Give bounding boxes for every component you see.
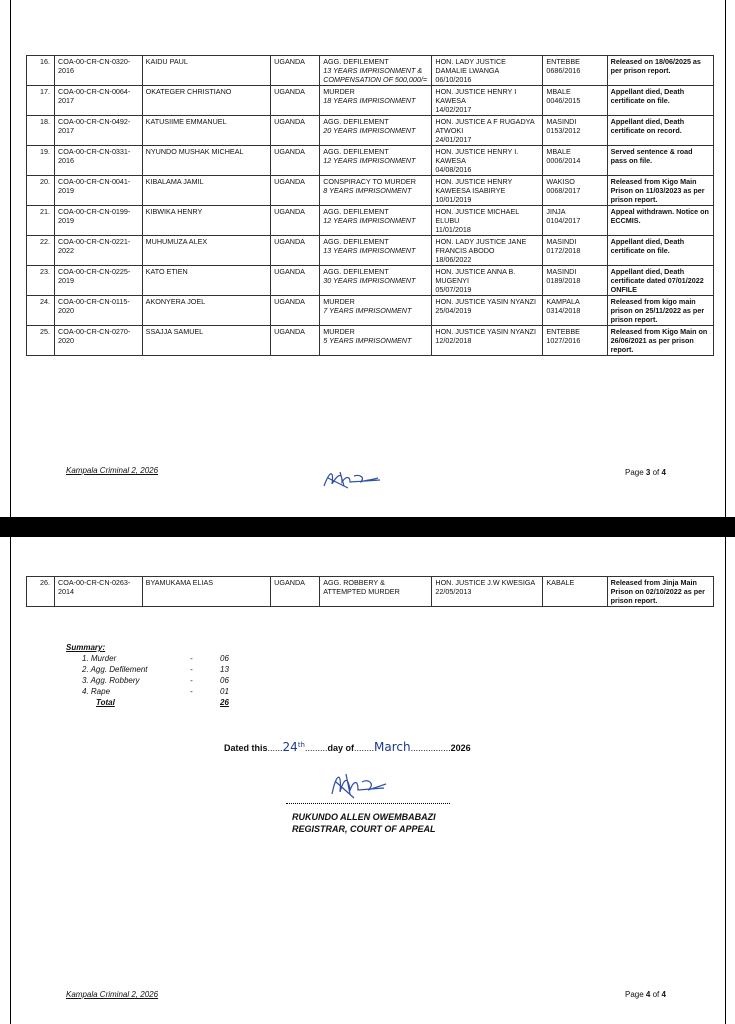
trial-judge-judge: HON. JUSTICE A F RUGADYA ATWOKI	[435, 117, 535, 135]
trial-judge-judge-date: 11/01/2018	[435, 225, 471, 234]
nationality-country: UGANDA	[274, 237, 305, 246]
case-number	[27, 326, 55, 356]
summary-total-row	[66, 697, 229, 708]
nationality	[271, 326, 320, 356]
signature-line	[286, 803, 450, 804]
summary-item-label: 3. Agg. Robbery	[82, 676, 140, 685]
trial-court	[543, 176, 607, 206]
registrar-block	[292, 811, 436, 835]
trial-judge-judge: HON. LADY JUSTICE JANE FRANCIS ABODO	[435, 237, 527, 255]
case-reference	[55, 296, 143, 326]
trial-court-court: KAMPALA	[546, 297, 580, 306]
case-reference-ref: COA-00-CR-CN-0492-2017	[58, 117, 131, 135]
table-row	[27, 56, 714, 86]
trial-court	[543, 116, 607, 146]
nationality-country: UGANDA	[274, 327, 305, 336]
trial-judge	[432, 326, 543, 356]
remarks	[607, 86, 713, 116]
nationality	[271, 296, 320, 326]
trial-court	[543, 266, 607, 296]
page-border-right	[725, 0, 726, 517]
offence-sentence-sentence: 5 YEARS IMPRISONMENT	[323, 336, 412, 345]
case-reference-ref: COA-00-CR-CN-0041-2019	[58, 177, 131, 195]
case-number-no: 16.	[40, 57, 51, 66]
table-row	[27, 86, 714, 116]
trial-court	[543, 86, 607, 116]
summary-item-dash: -	[190, 676, 193, 685]
summary-item-label: 1. Murder	[82, 654, 117, 663]
case-reference	[55, 236, 143, 266]
offence-sentence-sentence: 18 YEARS IMPRISONMENT	[323, 96, 416, 105]
nationality-country: UGANDA	[274, 177, 305, 186]
offence-sentence-sentence: 7 YEARS IMPRISONMENT	[323, 306, 412, 315]
offence-sentence	[320, 236, 432, 266]
table-row	[27, 236, 714, 266]
nationality-country: UGANDA	[274, 207, 305, 216]
offence-sentence-sentence: 8 YEARS IMPRISONMENT	[323, 186, 412, 195]
nationality	[271, 266, 320, 296]
nationality-country: UGANDA	[274, 87, 305, 96]
appellant-name	[142, 146, 271, 176]
appellant-name	[142, 116, 271, 146]
case-reference	[55, 86, 143, 116]
footer-citation: Kampala Criminal 2, 2026	[66, 990, 159, 999]
trial-judge-judge: HON. JUSTICE ANNA B. MUGENYI	[435, 267, 516, 285]
offence-sentence-offence: MURDER	[323, 297, 355, 306]
case-reference	[55, 266, 143, 296]
remarks	[607, 176, 713, 206]
trial-judge-judge-date: 06/10/2016	[435, 75, 472, 84]
trial-court	[543, 206, 607, 236]
page-separator	[0, 517, 735, 537]
remarks-remarks: Released from Kigo Main Prison on 11/03/2023 as per prison report.	[610, 177, 705, 204]
case-reference-ref: COA-00-CR-CN-0115-2020	[58, 297, 130, 315]
summary-item-value: 13	[220, 665, 229, 674]
case-number	[27, 176, 55, 206]
appellant-name	[142, 296, 271, 326]
remarks-remarks: Served sentence & road pass on file.	[610, 147, 693, 165]
trial-court-court: JINJA	[546, 207, 566, 216]
offence-sentence	[320, 116, 432, 146]
appellant-name-name: KATUSIIME EMMANUEL	[145, 117, 227, 126]
case-reference	[55, 56, 143, 86]
trial-court	[543, 296, 607, 326]
page-number: Page 3 of 4	[625, 468, 666, 477]
trial-court	[543, 146, 607, 176]
offence-sentence-offence: AGG. DEFILEMENT	[323, 57, 389, 66]
table-row	[27, 176, 714, 206]
case-number	[27, 146, 55, 176]
case-reference	[55, 116, 143, 146]
remarks	[607, 56, 713, 86]
trial-court-court: MASINDI	[546, 117, 577, 126]
remarks-remarks: Appellant died, Death certificate dated 07/01/2022 ONFILE	[610, 267, 704, 294]
appellant-name-name: AKONYERA JOEL	[145, 297, 206, 306]
trial-court-court-ref: 0006/2014	[546, 156, 581, 165]
case-number	[27, 577, 55, 607]
remarks-remarks: Appeal withdrawn. Notice on ECCMIS.	[610, 207, 709, 225]
registrar-signature-icon	[328, 768, 390, 802]
registrar-title: REGISTRAR, COURT OF APPEAL	[292, 824, 436, 834]
case-number-no: 18.	[40, 117, 51, 126]
dated-prefix: Dated this	[224, 743, 268, 753]
trial-court-court-ref: 0314/2018	[546, 306, 581, 315]
summary-section	[66, 642, 229, 708]
trial-judge	[432, 206, 543, 236]
table-row	[27, 296, 714, 326]
offence-sentence-offence: AGG. DEFILEMENT	[323, 267, 389, 276]
offence-sentence-offence: AGG. DEFILEMENT	[323, 117, 389, 126]
trial-judge-judge-date: 22/05/2013	[435, 587, 472, 596]
offence-sentence	[320, 296, 432, 326]
registrar-signature-icon	[320, 466, 390, 492]
remarks-remarks: Appellant died, Death certificate on file.	[610, 237, 685, 255]
trial-judge-judge-date: 18/06/2022	[435, 255, 472, 264]
trial-judge	[432, 296, 543, 326]
offence-sentence	[320, 86, 432, 116]
case-number-no: 22.	[40, 237, 51, 246]
trial-court-court-ref: 1027/2016	[546, 336, 581, 345]
nationality-country: UGANDA	[274, 117, 305, 126]
nationality	[271, 176, 320, 206]
case-reference	[55, 206, 143, 236]
trial-judge-judge-date: 12/02/2018	[435, 336, 472, 345]
appellant-name-name: KATO ETIEN	[145, 267, 188, 276]
trial-judge-judge: HON. JUSTICE HENRY I. KAWESA	[435, 147, 519, 165]
appellant-name	[142, 176, 271, 206]
trial-court-court-ref: 0046/2015	[546, 96, 581, 105]
case-number-no: 23.	[40, 267, 51, 276]
summary-item	[66, 675, 229, 686]
summary-item-label: 4. Rape	[82, 687, 111, 696]
case-number	[27, 296, 55, 326]
case-reference	[55, 176, 143, 206]
page-border-left	[10, 537, 11, 1024]
trial-judge	[432, 236, 543, 266]
case-reference	[55, 326, 143, 356]
appellant-name-name: SSAJJA SAMUEL	[145, 327, 204, 336]
appellant-name-name: MUHUMUZA ALEX	[145, 237, 208, 246]
appellant-name-name: BYAMUKAMA ELIAS	[145, 578, 214, 587]
offence-sentence-offence: CONSPIRACY TO MURDER	[323, 177, 416, 186]
trial-court-court-ref: 0686/2016	[546, 66, 581, 75]
table-row	[27, 146, 714, 176]
summary-item-value: 01	[220, 687, 229, 696]
summary-item	[66, 653, 229, 664]
trial-court-court: MBALE	[546, 147, 571, 156]
offence-sentence	[320, 56, 432, 86]
summary-total-label: Total	[96, 698, 115, 707]
appellant-name	[142, 206, 271, 236]
offence-sentence-sentence: 20 YEARS IMPRISONMENT	[323, 126, 416, 135]
offence-sentence	[320, 266, 432, 296]
case-reference	[55, 577, 143, 607]
offence-sentence-offence: AGG. DEFILEMENT	[323, 207, 389, 216]
summary-item-dash: -	[190, 687, 193, 696]
appellant-name	[142, 326, 271, 356]
table-row	[27, 266, 714, 296]
summary-item	[66, 686, 229, 697]
offence-sentence-offence: AGG. DEFILEMENT	[323, 237, 389, 246]
trial-court-court-ref: 0068/2017	[546, 186, 581, 195]
trial-judge	[432, 176, 543, 206]
offence-sentence-offence: MURDER	[323, 327, 355, 336]
cases-table	[26, 576, 714, 607]
case-reference-ref: COA-00-CR-CN-0263-2014	[58, 578, 131, 596]
trial-court-court: KABALE	[546, 578, 575, 587]
remarks	[607, 116, 713, 146]
appellant-name	[142, 577, 271, 607]
summary-item	[66, 664, 229, 675]
trial-judge	[432, 266, 543, 296]
cases-table	[26, 55, 714, 356]
trial-judge-judge: HON. JUSTICE HENRY KAWEESA ISABIRYE	[435, 177, 513, 195]
trial-court-court: ENTEBBE	[546, 57, 580, 66]
dated-year: 2026	[450, 743, 471, 753]
summary-item-dash: -	[190, 665, 193, 674]
remarks	[607, 326, 713, 356]
trial-judge-judge-date: 04/08/2016	[435, 165, 472, 174]
nationality	[271, 577, 320, 607]
dated-month: March	[374, 740, 411, 754]
trial-court	[543, 56, 607, 86]
appellant-name	[142, 236, 271, 266]
case-number-no: 20.	[40, 177, 51, 186]
nationality-country: UGANDA	[274, 147, 305, 156]
remarks	[607, 266, 713, 296]
table-row	[27, 577, 714, 607]
trial-court-court-ref: 0172/2018	[546, 246, 581, 255]
trial-judge-judge-date: 14/02/2017	[435, 105, 472, 114]
offence-sentence	[320, 176, 432, 206]
summary-item-value: 06	[220, 654, 229, 663]
case-number	[27, 266, 55, 296]
remarks	[607, 146, 713, 176]
remarks-remarks: Appellant died, Death certificate on file.	[610, 87, 685, 105]
nationality	[271, 236, 320, 266]
offence-sentence-offence: AGG. DEFILEMENT	[323, 147, 389, 156]
summary-item-dash: -	[190, 654, 193, 663]
trial-judge	[432, 146, 543, 176]
trial-judge	[432, 116, 543, 146]
page-border-right	[725, 537, 726, 1024]
appellant-name-name: OKATEGER CHRISTIANO	[145, 87, 232, 96]
case-number-no: 21.	[40, 207, 51, 216]
offence-sentence-sentence: 30 YEARS IMPRISONMENT	[323, 276, 416, 285]
trial-court	[543, 326, 607, 356]
dated-day: 24	[282, 740, 298, 754]
case-number-no: 26.	[40, 578, 51, 587]
nationality-country: UGANDA	[274, 267, 305, 276]
offence-sentence-sentence: 12 YEARS IMPRISONMENT	[323, 156, 416, 165]
trial-judge-judge-date: 05/07/2019	[435, 285, 472, 294]
offence-sentence	[320, 146, 432, 176]
case-reference-ref: COA-00-CR-CN-0320-2016	[58, 57, 131, 75]
case-number-no: 25.	[40, 327, 51, 336]
case-number-no: 17.	[40, 87, 51, 96]
nationality	[271, 56, 320, 86]
offence-sentence	[320, 206, 432, 236]
case-number-no: 24.	[40, 297, 51, 306]
nationality	[271, 116, 320, 146]
appellant-name-name: KIBWIKA HENRY	[145, 207, 203, 216]
remarks-remarks: Released from Kigo Main on 26/06/2021 as per prison report.	[610, 327, 708, 354]
remarks-remarks: Released on 18/06/2025 as per prison report.	[610, 57, 701, 75]
trial-judge-judge: HON. JUSTICE HENRY I KAWESA	[435, 87, 517, 105]
dated-line: Dated this......24th.........day of........March................2026	[224, 740, 471, 754]
case-reference-ref: COA-00-CR-CN-0221-2022	[58, 237, 131, 255]
trial-judge-judge: HON. JUSTICE YASIN NYANZI	[435, 327, 537, 336]
summary-total-value: 26	[220, 698, 229, 707]
trial-court	[543, 236, 607, 266]
case-reference-ref: COA-00-CR-CN-0064-2017	[58, 87, 131, 105]
case-number	[27, 206, 55, 236]
nationality-country: UGANDA	[274, 57, 305, 66]
table-row	[27, 326, 714, 356]
case-number-no: 19.	[40, 147, 51, 156]
case-number	[27, 86, 55, 116]
trial-court-court-ref: 0104/2017	[546, 216, 581, 225]
remarks	[607, 577, 713, 607]
trial-judge	[432, 56, 543, 86]
trial-court-court: WAKISO	[546, 177, 575, 186]
summary-item-value: 06	[220, 676, 229, 685]
dated-middle: day of	[327, 743, 355, 753]
case-reference-ref: COA-00-CR-CN-0199-2019	[58, 207, 131, 225]
footer-citation: Kampala Criminal 2, 2026	[66, 466, 159, 475]
offence-sentence	[320, 577, 432, 607]
case-reference-ref: COA-00-CR-CN-0270-2020	[58, 327, 131, 345]
trial-court-court-ref: 0153/2012	[546, 126, 581, 135]
nationality	[271, 206, 320, 236]
trial-judge-judge: HON. JUSTICE J.W KWESIGA	[435, 578, 536, 587]
trial-judge-judge-date: 24/01/2017	[435, 135, 472, 144]
page-number: Page 4 of 4	[625, 990, 666, 999]
trial-judge-judge: HON. JUSTICE MICHAEL ELUBU	[435, 207, 519, 225]
registrar-name: RUKUNDO ALLEN OWEMBABAZI	[292, 812, 436, 822]
trial-court	[543, 577, 607, 607]
nationality	[271, 86, 320, 116]
trial-court-court: MBALE	[546, 87, 571, 96]
table-row	[27, 116, 714, 146]
trial-judge	[432, 86, 543, 116]
remarks	[607, 296, 713, 326]
remarks-remarks: Released from kigo main prison on 25/11/2022 as per prison report.	[610, 297, 705, 324]
trial-court-court: MASINDI	[546, 237, 577, 246]
case-reference	[55, 146, 143, 176]
appellant-name	[142, 266, 271, 296]
page-border-left	[10, 0, 11, 517]
case-reference-ref: COA-00-CR-CN-0225-2019	[58, 267, 131, 285]
appellant-name	[142, 56, 271, 86]
offence-sentence	[320, 326, 432, 356]
case-number	[27, 116, 55, 146]
case-number	[27, 236, 55, 266]
offence-sentence-sentence: 12 YEARS IMPRISONMENT	[323, 216, 416, 225]
case-reference-ref: COA-00-CR-CN-0331-2016	[58, 147, 131, 165]
trial-court-court: ENTEBBE	[546, 327, 580, 336]
appellant-name-name: KAIDU PAUL	[145, 57, 188, 66]
appellant-name	[142, 86, 271, 116]
remarks	[607, 236, 713, 266]
offence-sentence-offence: AGG. ROBBERY & ATTEMPTED MURDER	[323, 578, 400, 596]
summary-item-label: 2. Agg. Defilement	[82, 665, 148, 674]
offence-sentence-sentence: 13 YEARS IMPRISONMENT	[323, 246, 416, 255]
trial-judge	[432, 577, 543, 607]
dated-day-suffix: th	[297, 741, 305, 749]
trial-judge-judge: HON. LADY JUSTICE DAMALIE LWANGA	[435, 57, 506, 75]
offence-sentence-sentence: 13 YEARS IMPRISONMENT & COMPENSATION OF 500,000/=	[323, 66, 428, 84]
offence-sentence-offence: MURDER	[323, 87, 355, 96]
trial-court-court: MASINDI	[546, 267, 577, 276]
case-number	[27, 56, 55, 86]
nationality-country: UGANDA	[274, 297, 305, 306]
trial-court-court-ref: 0189/2018	[546, 276, 581, 285]
summary-title: Summary:	[66, 643, 106, 652]
remarks-remarks: Released from Jinja Main Prison on 02/10/2022 as per prison report.	[610, 578, 705, 605]
trial-judge-judge-date: 25/04/2019	[435, 306, 472, 315]
trial-judge-judge-date: 10/01/2019	[435, 195, 472, 204]
trial-judge-judge: HON. JUSTICE YASIN NYANZI	[435, 297, 537, 306]
remarks-remarks: Appellant died, Death certificate on record.	[610, 117, 685, 135]
table-row	[27, 206, 714, 236]
remarks	[607, 206, 713, 236]
nationality-country: UGANDA	[274, 578, 305, 587]
nationality	[271, 146, 320, 176]
appellant-name-name: KIBALAMA JAMIL	[145, 177, 204, 186]
appellant-name-name: NYUNDO MUSHAK MICHEAL	[145, 147, 244, 156]
